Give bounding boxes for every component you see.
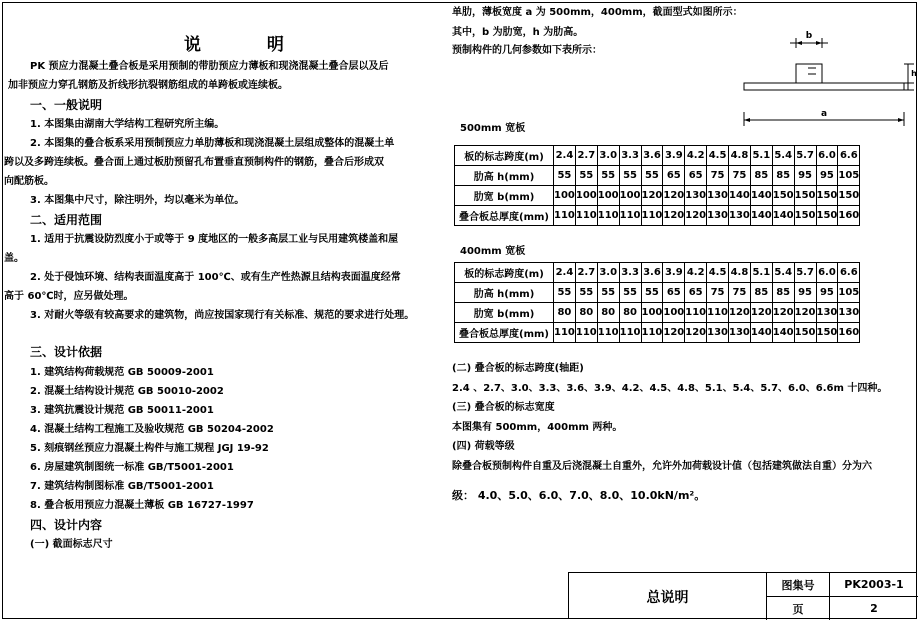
table-cell: 140 xyxy=(750,323,772,343)
section-1-item-2a: 2. 本图集的叠合板系采用预制预应力单肋薄板和现浇混凝土层组成整体的混凝土单 xyxy=(30,138,395,149)
table-cell: 85 xyxy=(772,283,794,303)
right-line-3: 预制构件的几何参数如下表所示： xyxy=(452,45,602,56)
table-cell: 150 xyxy=(816,186,838,206)
table-cell: 100 xyxy=(597,186,619,206)
section-2-item-1a: 1. 适用于抗震设防烈度小于或等于 9 度地区的一般多高层工业与民用建筑楼盖和屋 xyxy=(30,234,399,245)
table-cell: 95 xyxy=(794,283,816,303)
table-row xyxy=(455,323,860,343)
ref-item: 8. 叠合板用预应力混凝土薄板 GB 16727-1997 xyxy=(30,500,254,511)
page-label: 页 xyxy=(767,597,830,620)
row-header: 叠合板总厚度(mm) xyxy=(455,323,554,343)
table-cell: 6.0 xyxy=(816,263,838,283)
row-header: 板的标志跨度(m) xyxy=(455,263,554,283)
table-cell: 80 xyxy=(597,303,619,323)
table-cell: 75 xyxy=(729,283,751,303)
title-block xyxy=(568,572,917,619)
table-cell: 5.1 xyxy=(750,146,772,166)
intro-line-2: 加非预应力穿孔钢筋及折线形抗裂钢筋组成的单跨板或连续板。 xyxy=(8,80,288,91)
atlas-number-label: 图集号 xyxy=(767,573,830,597)
table-cell: 120 xyxy=(685,323,707,343)
section-2-item-1b: 盖。 xyxy=(4,253,24,264)
table-cell: 6.6 xyxy=(838,146,860,166)
table-cell: 100 xyxy=(554,186,576,206)
table-cell: 100 xyxy=(619,186,641,206)
page-number: 2 xyxy=(870,602,878,615)
table-cell: 85 xyxy=(750,283,772,303)
part-4-text-1: 除叠合板预制构件自重及后浇混凝土自重外，允许外加荷载设计值（包括建筑做法自重）分为六 xyxy=(452,461,872,472)
table-cell: 2.4 xyxy=(554,146,576,166)
table-cell: 85 xyxy=(750,166,772,186)
table-row xyxy=(455,146,860,166)
table-cell: 4.2 xyxy=(685,146,707,166)
table-cell: 5.7 xyxy=(794,263,816,283)
table-cell: 110 xyxy=(554,206,576,226)
row-header: 板的标志跨度(m) xyxy=(455,146,554,166)
table-cell: 110 xyxy=(619,323,641,343)
section-diagram xyxy=(738,28,918,132)
table-row xyxy=(455,206,860,226)
table-cell: 130 xyxy=(838,303,860,323)
row-header: 叠合板总厚度(mm) xyxy=(455,206,554,226)
ref-item: 2. 混凝土结构设计规范 GB 50010-2002 xyxy=(30,386,224,397)
table-cell: 110 xyxy=(619,206,641,226)
table-cell: 95 xyxy=(794,166,816,186)
table-cell: 3.9 xyxy=(663,263,685,283)
table-cell: 110 xyxy=(641,323,663,343)
table-cell: 65 xyxy=(663,283,685,303)
table-cell: 160 xyxy=(838,323,860,343)
table-row xyxy=(455,263,860,283)
section-1-item-2c: 向配筋板。 xyxy=(4,176,54,187)
table-cell: 100 xyxy=(641,303,663,323)
table-cell: 6.6 xyxy=(838,263,860,283)
table-cell: 5.4 xyxy=(772,146,794,166)
table-cell: 110 xyxy=(575,323,597,343)
ref-item: 6. 房屋建筑制图统一标准 GB/T5001-2001 xyxy=(30,462,234,473)
table-cell: 110 xyxy=(707,303,729,323)
table-cell: 130 xyxy=(707,186,729,206)
table-cell: 150 xyxy=(838,186,860,206)
table-500mm xyxy=(454,145,860,226)
table-cell: 150 xyxy=(772,186,794,206)
section-4-subheading: (一) 截面标志尺寸 xyxy=(30,539,113,550)
dim-b-label: b xyxy=(805,31,813,41)
table-cell: 110 xyxy=(685,303,707,323)
table-cell: 80 xyxy=(619,303,641,323)
table-cell: 65 xyxy=(663,166,685,186)
table-cell: 120 xyxy=(794,303,816,323)
table-cell: 55 xyxy=(575,283,597,303)
table-cell: 95 xyxy=(816,166,838,186)
table-row xyxy=(455,166,860,186)
section-4-heading: 四、设计内容 xyxy=(30,518,103,532)
table-cell: 4.8 xyxy=(729,146,751,166)
ref-item: 3. 建筑抗震设计规范 GB 50011-2001 xyxy=(30,405,214,416)
table-cell: 4.8 xyxy=(729,263,751,283)
table-cell: 3.9 xyxy=(663,146,685,166)
table-cell: 105 xyxy=(838,166,860,186)
table-cell: 3.0 xyxy=(597,146,619,166)
table-cell: 85 xyxy=(772,166,794,186)
table-cell: 110 xyxy=(641,206,663,226)
row-header: 肋高 h(mm) xyxy=(455,283,554,303)
row-header: 肋宽 b(mm) xyxy=(455,303,554,323)
table-cell: 140 xyxy=(772,323,794,343)
row-header: 肋宽 b(mm) xyxy=(455,186,554,206)
table-cell: 100 xyxy=(575,186,597,206)
table-cell: 65 xyxy=(685,283,707,303)
table-cell: 2.7 xyxy=(575,146,597,166)
table-cell: 120 xyxy=(772,303,794,323)
table-cell: 55 xyxy=(619,166,641,186)
table-cell: 65 xyxy=(685,166,707,186)
table-cell: 140 xyxy=(772,206,794,226)
table-400-caption: 400mm 宽板 xyxy=(460,246,526,257)
dim-h-label: h xyxy=(911,69,917,78)
section-1-heading: 一、一般说明 xyxy=(30,98,103,112)
table-400mm xyxy=(454,262,860,343)
table-cell: 130 xyxy=(707,206,729,226)
ref-item: 4. 混凝土结构工程施工及验收规范 GB 50204-2002 xyxy=(30,424,274,435)
table-cell: 5.4 xyxy=(772,263,794,283)
table-cell: 55 xyxy=(597,283,619,303)
table-cell: 55 xyxy=(641,166,663,186)
table-cell: 4.2 xyxy=(685,263,707,283)
table-cell: 130 xyxy=(707,323,729,343)
table-cell: 150 xyxy=(794,186,816,206)
table-cell: 120 xyxy=(663,206,685,226)
table-cell: 150 xyxy=(816,206,838,226)
table-cell: 120 xyxy=(750,303,772,323)
atlas-number-value: PK2003-1 xyxy=(830,573,918,597)
table-cell: 5.7 xyxy=(794,146,816,166)
table-cell: 140 xyxy=(729,186,751,206)
table-cell: 55 xyxy=(597,166,619,186)
right-line-2: 其中，b 为肋宽，h 为肋高。 xyxy=(452,27,584,38)
table-cell: 75 xyxy=(707,283,729,303)
table-cell: 110 xyxy=(575,206,597,226)
table-cell: 120 xyxy=(641,186,663,206)
table-cell: 75 xyxy=(707,166,729,186)
table-500-caption: 500mm 宽板 xyxy=(460,123,526,134)
table-cell: 150 xyxy=(794,323,816,343)
table-cell: 2.7 xyxy=(575,263,597,283)
table-cell: 110 xyxy=(554,323,576,343)
section-1-item-2b: 跨以及多跨连续板。叠合面上通过板肋预留孔布置垂直预制构件的钢筋，叠合后形成双 xyxy=(4,157,384,168)
table-cell: 55 xyxy=(575,166,597,186)
table-row xyxy=(455,303,860,323)
drawing-name: 总说明 xyxy=(569,573,767,620)
ref-item: 5. 刻痕钢丝预应力混凝土构件与施工规程 JGJ 19-92 xyxy=(30,443,269,454)
table-cell: 3.0 xyxy=(597,263,619,283)
section-3-heading: 三、设计依据 xyxy=(30,345,103,359)
ref-item: 1. 建筑结构荷载规范 GB 50009-2001 xyxy=(30,367,214,378)
table-cell: 55 xyxy=(641,283,663,303)
table-cell: 55 xyxy=(554,166,576,186)
table-cell: 110 xyxy=(597,206,619,226)
table-cell: 120 xyxy=(663,186,685,206)
table-cell: 140 xyxy=(750,186,772,206)
section-2-item-2a: 2. 处于侵蚀环境、结构表面温度高于 100℃、或有生产性热源且结构表面温度经常 xyxy=(30,272,401,283)
part-3-heading: (三) 叠合板的标志宽度 xyxy=(452,402,555,413)
table-cell: 130 xyxy=(685,186,707,206)
section-1-item-1: 1. 本图集由湖南大学结构工程研究所主编。 xyxy=(30,119,225,130)
table-cell: 140 xyxy=(750,206,772,226)
table-row xyxy=(455,186,860,206)
table-cell: 130 xyxy=(729,323,751,343)
table-cell: 4.5 xyxy=(707,146,729,166)
table-cell: 105 xyxy=(838,283,860,303)
table-cell: 2.4 xyxy=(554,263,576,283)
ref-item: 7. 建筑结构制图标准 GB/T5001-2001 xyxy=(30,481,214,492)
table-cell: 55 xyxy=(554,283,576,303)
table-cell: 110 xyxy=(597,323,619,343)
table-cell: 3.6 xyxy=(641,146,663,166)
table-cell: 5.1 xyxy=(750,263,772,283)
table-cell: 120 xyxy=(729,303,751,323)
table-cell: 75 xyxy=(729,166,751,186)
table-cell: 4.5 xyxy=(707,263,729,283)
table-cell: 80 xyxy=(554,303,576,323)
table-cell: 150 xyxy=(794,206,816,226)
table-cell: 120 xyxy=(663,323,685,343)
table-cell: 130 xyxy=(816,303,838,323)
section-1-item-3: 3. 本图集中尺寸，除注明外，均以毫米为单位。 xyxy=(30,195,245,206)
section-2-heading: 二、适用范围 xyxy=(30,213,103,227)
part-4-text-2: 级： 4.0、5.0、6.0、7.0、8.0、10.0kN/m²。 xyxy=(452,489,706,502)
table-cell: 80 xyxy=(575,303,597,323)
table-cell: 3.3 xyxy=(619,146,641,166)
table-row xyxy=(455,283,860,303)
table-cell: 55 xyxy=(619,283,641,303)
right-line-1: 单肋，薄板宽度 a 为 500mm，400mm，截面型式如图所示： xyxy=(452,7,743,18)
table-cell: 95 xyxy=(816,283,838,303)
table-cell: 120 xyxy=(685,206,707,226)
section-2-item-3: 3. 对耐火等级有较高要求的建筑物，尚应按国家现行有关标准、规范的要求进行处理。 xyxy=(30,310,415,321)
table-cell: 150 xyxy=(816,323,838,343)
part-2-text: 2.4 、2.7、3.0、3.3、3.6、3.9、4.2、4.5、4.8、5.1、5.4、5.7、6.0、6.6m 十四种。 xyxy=(452,383,888,394)
row-header: 肋高 h(mm) xyxy=(455,166,554,186)
table-cell: 3.6 xyxy=(641,263,663,283)
intro-line-1: PK 预应力混凝土叠合板是采用预制的带肋预应力薄板和现浇混凝土叠合层以及后 xyxy=(30,61,389,72)
table-cell: 160 xyxy=(838,206,860,226)
table-cell: 130 xyxy=(729,206,751,226)
part-4-heading: (四) 荷载等级 xyxy=(452,441,515,452)
part-2-heading: (二) 叠合板的标志跨度(轴距) xyxy=(452,363,584,374)
dim-a-label: a xyxy=(820,109,828,119)
page-title: 说 明 xyxy=(184,35,314,55)
table-cell: 100 xyxy=(663,303,685,323)
section-2-item-2b: 高于 60℃时，应另做处理。 xyxy=(4,291,134,302)
table-cell: 6.0 xyxy=(816,146,838,166)
table-cell: 3.3 xyxy=(619,263,641,283)
part-3-text: 本图集有 500mm，400mm 两种。 xyxy=(452,422,623,433)
